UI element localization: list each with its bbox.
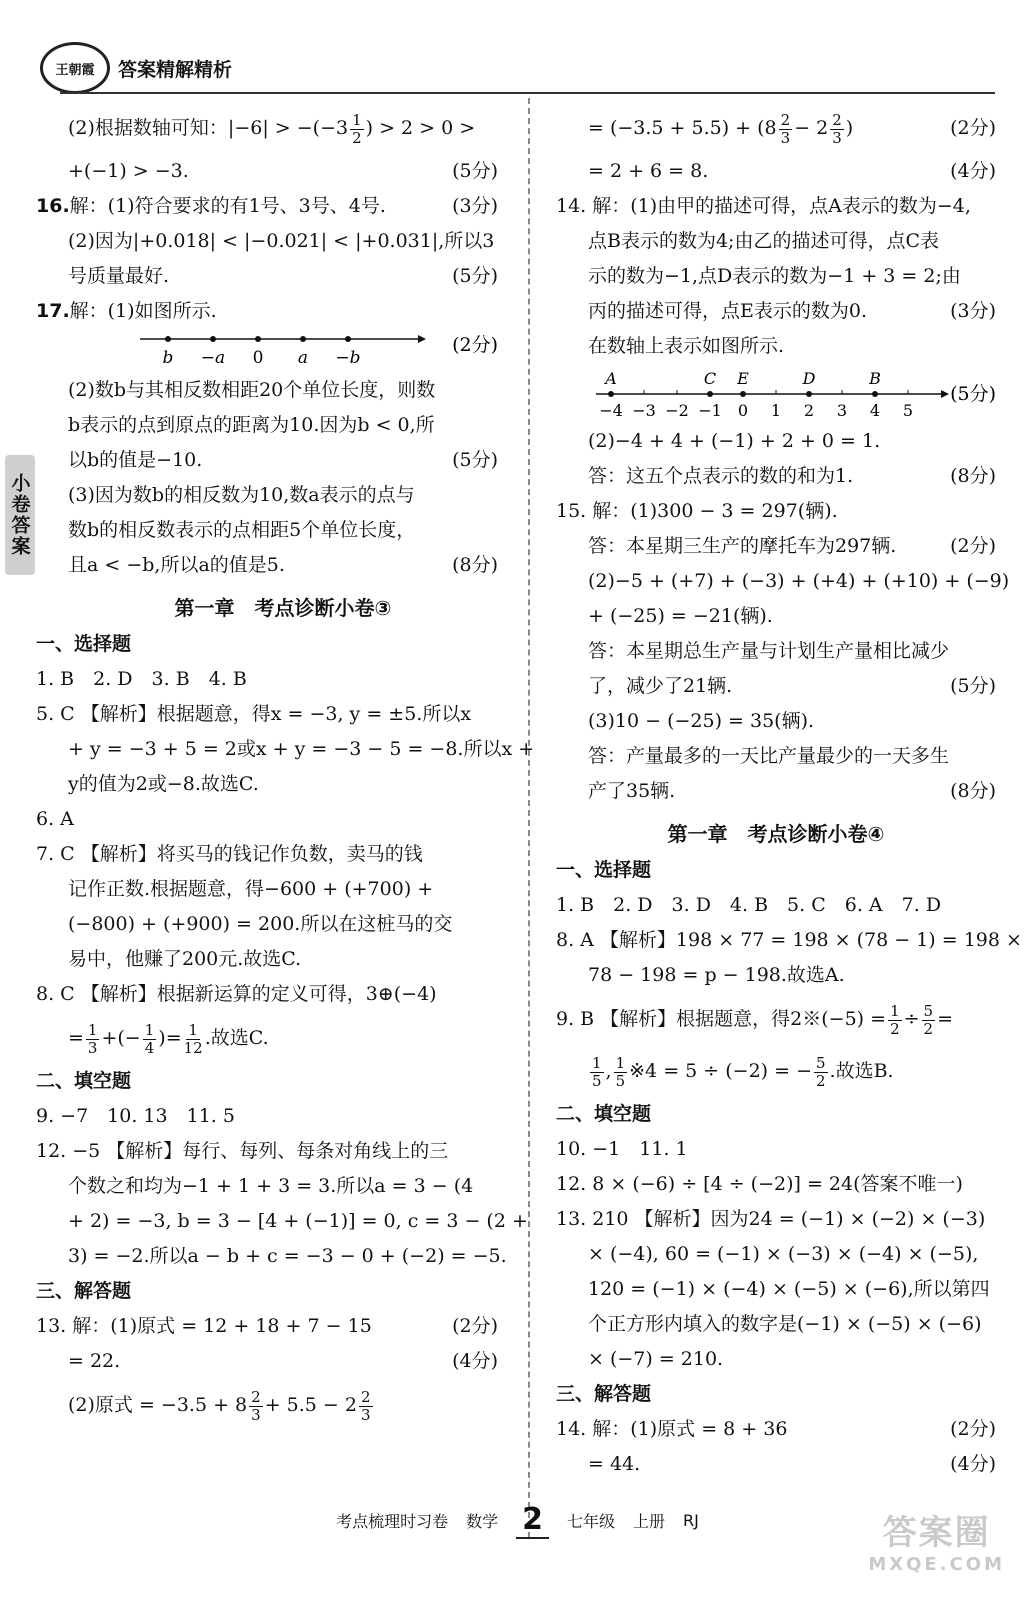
label-neg-b: −b <box>335 348 361 368</box>
number-line-svg <box>556 364 996 424</box>
text: > 2 > 0 > <box>379 117 476 139</box>
numerator: 5 <box>923 1001 934 1020</box>
answer-line: 5. C 【解析】根据题意，得x = −3, y = ±5.所以x <box>36 703 472 725</box>
answer-line: × (−7) = 210. <box>588 1348 724 1370</box>
answer-line <box>68 1012 498 1064</box>
footer-book: 考点梳理时习卷 <box>336 1511 449 1531</box>
answer-line: 6. A <box>36 808 74 830</box>
answer-line <box>36 1309 498 1344</box>
answer-line: 1. B 2. D 3. B 4. B <box>36 668 247 690</box>
fraction <box>830 112 844 147</box>
answer-line <box>556 1447 996 1482</box>
denominator: 3 <box>87 1038 98 1057</box>
tick-label: 3 <box>836 401 848 420</box>
right-column <box>556 102 1022 1482</box>
number-line-svg <box>68 329 498 373</box>
number-line-14 <box>556 364 996 424</box>
denominator: 2 <box>352 128 362 147</box>
answer-line <box>68 513 498 548</box>
denominator: 2 <box>890 1019 900 1038</box>
fraction <box>888 1003 902 1038</box>
text: +(− <box>101 1027 141 1049</box>
points: (3分) <box>452 195 498 217</box>
tick-label: 4 <box>869 401 881 420</box>
text: 数b的相反数表示的点相距5个单位长度， <box>68 519 416 541</box>
answer-line: 答：本星期总生产量与计划生产量相比减少 <box>588 640 950 662</box>
tick--1 <box>707 391 713 397</box>
label-A: A <box>605 369 617 388</box>
chapter-heading-3: 第一章 考点诊断小卷③ <box>174 596 392 620</box>
side-tab-label: 小卷答案 <box>8 473 31 557</box>
numerator: 2 <box>832 110 842 129</box>
answer-line: 9. −7 10. 13 11. 5 <box>36 1105 235 1127</box>
denominator: 5 <box>615 1071 626 1090</box>
tick--4 <box>608 391 614 397</box>
numerator: 2 <box>780 110 791 129</box>
answer-line <box>68 1379 498 1431</box>
arrow-icon <box>941 390 949 398</box>
answer-line <box>556 102 996 154</box>
answer-line <box>68 224 498 259</box>
points: (4分) <box>950 1453 996 1475</box>
section-heading: 二、填空题 <box>36 1070 132 1092</box>
numerator: 5 <box>816 1053 826 1072</box>
text: 13. 解：(1)原式 = 12 + 18 + 7 − 15 <box>36 1315 372 1337</box>
points: (4分) <box>452 1350 498 1372</box>
fraction <box>86 1022 100 1057</box>
tick-label: 0 <box>737 401 749 420</box>
question-number: 17. <box>36 300 70 322</box>
text: 产了35辆. <box>588 780 676 802</box>
answer-line: 个正方形内填入的数字是(−1) × (−5) × (−6) <box>588 1313 982 1335</box>
answer-line: y的值为2或−8.故选C. <box>68 773 259 795</box>
answer-line <box>556 774 996 809</box>
points: (2分) <box>950 535 996 557</box>
answer-line <box>556 1045 996 1097</box>
column-divider <box>528 98 530 1538</box>
answer-line: 13. 210 【解析】因为24 = (−1) × (−2) × (−3) <box>556 1208 986 1230</box>
page-number: 2 <box>516 1502 549 1539</box>
text: (2)因为|+0.018| < |−0.021| < |+0.031|,所以3 <box>68 230 495 252</box>
numerator: 2 <box>251 1387 261 1406</box>
tick-label: 1 <box>770 401 782 420</box>
answer-line <box>36 294 498 329</box>
points: (5分) <box>452 265 498 287</box>
numerator: 1 <box>352 110 362 129</box>
denominator: 4 <box>144 1038 155 1057</box>
answer-line <box>68 1344 498 1379</box>
header-rule <box>60 92 995 94</box>
section-heading: 一、选择题 <box>556 859 652 881</box>
text: .故选B. <box>829 1060 894 1082</box>
text: (2)根据数轴可知：|−6| > − <box>68 117 313 139</box>
fraction <box>143 1022 157 1057</box>
text: −3 <box>320 117 349 139</box>
points: (8分) <box>950 465 996 487</box>
answer-line <box>556 459 996 494</box>
text: 解：(1)符合要求的有1号、3号、4号. <box>69 195 386 217</box>
section-heading: 三、解答题 <box>36 1280 132 1302</box>
footer-grade: 七年级 <box>567 1511 616 1531</box>
text: .故选C. <box>204 1027 269 1049</box>
answer-line <box>36 189 498 224</box>
answer-line: 7. C 【解析】将买马的钱记作负数，卖马的钱 <box>36 843 423 865</box>
points: (8分) <box>452 554 498 576</box>
denominator: 2 <box>816 1071 826 1090</box>
fraction <box>590 1055 604 1090</box>
text: (3)因为数b的相反数为10,数a表示的点与 <box>68 484 415 506</box>
answer-line: + (−25) = −21(辆). <box>588 605 773 627</box>
answer-line: 8. A 【解析】198 × 77 = 198 × (78 − 1) = 198 × <box>556 929 1022 951</box>
answer-line <box>68 548 498 583</box>
footer-subject: 数学 <box>466 1511 499 1531</box>
denominator: 3 <box>832 128 842 147</box>
points: (2分) <box>950 1418 996 1440</box>
points: (2分) <box>950 117 996 139</box>
text: 14. 解：(1)原式 = 8 + 36 <box>556 1418 788 1440</box>
text: = 22. <box>68 1350 121 1372</box>
text: +(−1) > −3. <box>68 160 189 182</box>
numerator: 1 <box>188 1020 198 1039</box>
answer-line <box>68 259 498 294</box>
text: 号质量最好. <box>68 265 170 287</box>
text: = 2 + 6 = 8. <box>588 160 709 182</box>
numerator: 1 <box>592 1053 602 1072</box>
answer-line: × (−4), 60 = (−1) × (−3) × (−4) × (−5), <box>588 1243 979 1265</box>
text: ) <box>845 117 854 139</box>
label-D: D <box>802 369 816 388</box>
tick-label: −1 <box>698 401 722 420</box>
label-C: C <box>703 369 717 388</box>
answer-line: 12. −5 【解析】每行、每列、每条对角线上的三 <box>36 1140 449 1162</box>
denominator: 5 <box>592 1071 602 1090</box>
answer-line: 在数轴上表示如图所示. <box>588 335 785 357</box>
denominator: 2 <box>923 1019 934 1038</box>
watermark-line2: MXQE.COM <box>868 1554 1005 1575</box>
text: 了，减少了21辆. <box>588 675 733 697</box>
tick-label: 2 <box>803 401 815 420</box>
text: = (−3.5 + 5.5) + (8 <box>588 117 777 139</box>
answer-line: 示的数为−1,点D表示的数为−1 + 3 = 2;由 <box>588 265 961 287</box>
answer-line: 10. −1 11. 1 <box>556 1138 688 1160</box>
points: (2分) <box>452 1315 498 1337</box>
points: (2分) <box>452 334 498 356</box>
answer-line: (2)−5 + (+7) + (−3) + (+4) + (+10) + (−9) <box>588 570 1010 592</box>
point-zero <box>255 336 261 342</box>
text: , <box>605 1060 612 1082</box>
numerator: 2 <box>360 1387 371 1406</box>
text: + 5.5 − 2 <box>264 1394 357 1416</box>
answer-line: 12. 8 × (−6) ÷ [4 ÷ (−2)] = 24(答案不唯一) <box>556 1173 963 1195</box>
points: (8分) <box>950 780 996 802</box>
answer-line <box>68 443 498 478</box>
text: (2)数b与其相反数相距20个单位长度，则数 <box>68 379 436 401</box>
label-B: B <box>869 369 881 388</box>
point-b <box>165 336 171 342</box>
points: (5分) <box>452 449 498 471</box>
answer-line <box>556 993 996 1045</box>
tick-2 <box>806 391 812 397</box>
point-neg-b <box>345 336 351 342</box>
answer-line: 1. B 2. D 3. D 4. B 5. C 6. A 7. D <box>556 894 942 916</box>
brand-logo <box>40 42 110 94</box>
answer-line <box>68 408 498 443</box>
tick-label: −3 <box>632 401 656 420</box>
header-title: 答案精解精析 <box>118 58 233 81</box>
answer-line: 记作正数.根据题意，得−600 + (+700) + <box>68 878 434 900</box>
text: 以b的值是−10. <box>68 449 203 471</box>
text: 答：本星期三生产的摩托车为297辆. <box>588 535 897 557</box>
fraction <box>922 1003 936 1038</box>
numerator: 1 <box>144 1020 155 1039</box>
answer-line: 14. 解：(1)由甲的描述可得，点A表示的数为−4, <box>556 195 971 217</box>
point-neg-a <box>210 336 216 342</box>
text: = 44. <box>588 1453 641 1475</box>
text: b表示的点到原点的距离为10.因为b < 0,所 <box>68 414 435 436</box>
tick-label: 5 <box>902 401 914 420</box>
answer-line <box>556 1412 996 1447</box>
text: (2)原式 = −3.5 + 8 <box>68 1394 248 1416</box>
text: = <box>68 1027 84 1049</box>
arrow-icon <box>418 335 426 343</box>
points: (5分) <box>950 675 996 697</box>
answer-line <box>68 154 498 189</box>
footer-edition: RJ <box>683 1510 699 1530</box>
denominator: 3 <box>360 1405 371 1424</box>
answer-line: 120 = (−1) × (−4) × (−5) × (−6),所以第四 <box>588 1278 990 1300</box>
text: 解：(1)如图所示. <box>69 300 217 322</box>
answer-line: + 2) = −3, b = 3 − [4 + (−1)] = 0, c = 3 − (2 + <box>68 1210 528 1232</box>
numerator: 1 <box>890 1001 900 1020</box>
answer-line <box>68 373 498 408</box>
fraction <box>614 1055 628 1090</box>
text: ※4 = 5 ÷ (−2) = − <box>629 1060 812 1082</box>
text: ÷ <box>903 1008 920 1030</box>
answer-line: + y = −3 + 5 = 2或x + y = −3 − 5 = −8.所以x + <box>68 738 535 760</box>
denominator: 3 <box>251 1405 261 1424</box>
tick-4 <box>872 391 878 397</box>
denominator: 3 <box>780 128 791 147</box>
chapter-heading-4: 第一章 考点诊断小卷④ <box>667 822 885 846</box>
point-a <box>300 336 306 342</box>
question-number: 16. <box>36 195 70 217</box>
text: )= <box>158 1027 182 1049</box>
answer-line <box>556 669 996 704</box>
answer-line: (3)10 − (−25) = 35(辆). <box>588 710 815 732</box>
section-heading: 一、选择题 <box>36 633 132 655</box>
fraction <box>779 112 793 147</box>
points: (4分) <box>950 160 996 182</box>
label-a: a <box>297 348 309 368</box>
answer-line: 易中，他赚了200元.故选C. <box>68 948 302 970</box>
numerator: 1 <box>87 1020 98 1039</box>
denominator: 12 <box>183 1038 203 1057</box>
answer-line: 点B表示的数为4;由乙的描述可得，点C表 <box>588 230 939 252</box>
fraction <box>814 1055 828 1090</box>
watermark-line1: 答案圈 <box>882 1513 991 1553</box>
points: (5分) <box>452 160 498 182</box>
answer-line <box>556 529 996 564</box>
answer-line: 78 − 198 = p − 198.故选A. <box>588 964 845 986</box>
text: 答：这五个点表示的数的和为1. <box>588 465 854 487</box>
answer-line: (2)根据数轴可知：|−6| > −(−3 $\frac{1}{2}$ ) > 2 > 0 > <box>68 110 476 147</box>
fraction <box>249 1389 263 1424</box>
tick-label: −2 <box>665 401 689 420</box>
fraction <box>350 112 364 147</box>
label-neg-a: −a <box>200 348 226 368</box>
label-b: b <box>162 348 174 368</box>
text: 丙的描述可得，点E表示的数为0. <box>588 300 867 322</box>
text: 且a < −b,所以a的值是5. <box>68 554 285 576</box>
page-header <box>40 44 232 92</box>
tick-label: −4 <box>599 401 623 420</box>
label-E: E <box>737 369 749 388</box>
text: = <box>937 1008 953 1030</box>
answer-line: 个数之和均为−1 + 1 + 3 = 3.所以a = 3 − (4 <box>68 1175 474 1197</box>
footer-volume: 上册 <box>633 1511 666 1531</box>
logo-text: 王朝霞 <box>55 62 95 78</box>
fraction <box>184 1022 203 1057</box>
number-line-17 <box>68 329 498 373</box>
answer-line: 8. C 【解析】根据新运算的定义可得，3⊕(−4) <box>36 983 437 1005</box>
fraction <box>359 1389 373 1424</box>
points: (5分) <box>950 383 996 405</box>
watermark <box>868 1505 1005 1575</box>
section-heading: 二、填空题 <box>556 1103 652 1125</box>
points: (3分) <box>950 300 996 322</box>
answer-line: 15. 解：(1)300 − 3 = 297(辆). <box>556 500 838 522</box>
text: 9. B 【解析】根据题意，得2※(−5) = <box>556 1008 887 1030</box>
tick-0 <box>740 391 746 397</box>
answer-line: (−800) + (+900) = 200.所以在这桩马的交 <box>68 913 453 935</box>
left-column <box>36 102 535 1431</box>
answer-line: 3) = −2.所以a − b + c = −3 − 0 + (−2) = −5. <box>68 1245 507 1267</box>
answer-line <box>68 478 498 513</box>
numerator: 1 <box>615 1053 626 1072</box>
answer-line: 答：产量最多的一天比产量最少的一天多生 <box>588 745 950 767</box>
label-zero: 0 <box>252 348 264 368</box>
answer-line: (2)−4 + 4 + (−1) + 2 + 0 = 1. <box>588 430 881 452</box>
answer-line <box>556 294 996 329</box>
text: − 2 <box>794 117 829 139</box>
side-tab <box>5 455 35 575</box>
section-heading: 三、解答题 <box>556 1383 652 1405</box>
answer-line <box>556 154 996 189</box>
